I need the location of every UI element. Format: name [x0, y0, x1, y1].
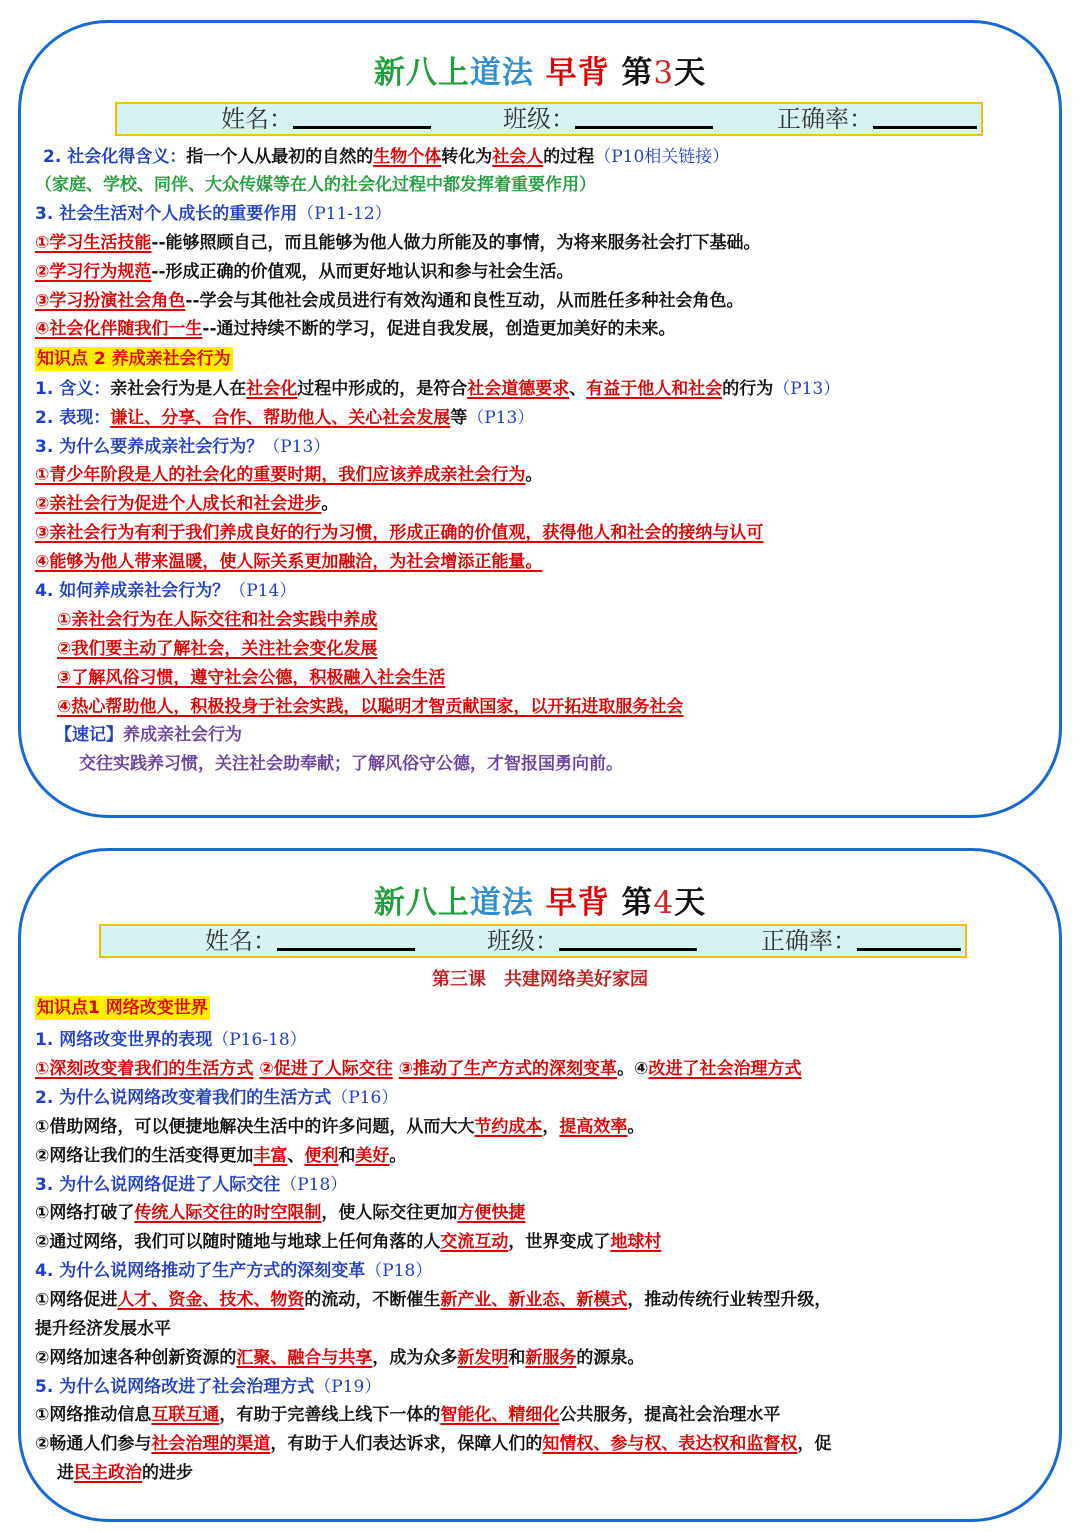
text-span: ，	[542, 1117, 560, 1137]
content-line	[35, 261, 1053, 283]
name-blank[interactable]	[293, 104, 431, 129]
text-span: ③推动了生产方式的深刻变革	[398, 1059, 618, 1079]
text-span: 有益于他人和社会	[586, 379, 723, 399]
text-span: ①网络促进	[35, 1290, 118, 1310]
text-span: 新发明	[457, 1348, 509, 1368]
name-field[interactable]	[221, 104, 431, 134]
text-span: 地球村	[610, 1232, 662, 1252]
text-span: 4	[653, 885, 675, 921]
day3-card	[18, 20, 1062, 818]
text-span: ，推动传统行业转型升级，	[627, 1290, 832, 1310]
text-span: 1. 含义：	[35, 379, 111, 399]
content-line	[35, 580, 1053, 602]
text-span: 4. 为什么说网络推动了生产方式的深刻变革	[35, 1261, 366, 1281]
rate-field[interactable]	[777, 104, 977, 134]
text-span: 便利	[304, 1146, 339, 1166]
text-span: ，有助于完善线上线下一体的	[219, 1405, 441, 1425]
content-line	[35, 1231, 1053, 1253]
text-span: 和	[338, 1146, 356, 1166]
text-span: 节约成本	[474, 1117, 543, 1137]
content-line	[57, 696, 1053, 718]
text-span: 汇聚、融合与共享	[236, 1348, 373, 1368]
text-span: 传统人际交往的时空限制	[134, 1203, 322, 1223]
text-span: 3	[653, 55, 675, 91]
text-span: 知识点 2 养成亲社会行为	[37, 349, 231, 369]
text-span: ④能够为他人带来温暖，使人际关系更加融洽，为社会增添正能量。	[35, 552, 543, 572]
text-span: 4. 如何养成亲社会行为？	[35, 581, 230, 601]
text-span: 【速记】	[55, 725, 123, 745]
text-span: ，促	[797, 1434, 832, 1454]
text-span: ②我们要主动了解社会，关注社会变化发展	[57, 639, 378, 659]
text-span: 人才、资金、技术、物资	[117, 1290, 305, 1310]
text-span: （P16-18）	[212, 1030, 307, 1050]
text-span: （P16）	[331, 1088, 399, 1108]
section-heading	[35, 348, 1053, 370]
text-span: ④热心帮助他人，积极投身于社会实践，以聪明才智贡献国家，以开拓进取服务社会	[57, 697, 684, 717]
content-line	[57, 1462, 1053, 1484]
text-span: 姓名：	[205, 929, 277, 955]
text-span: 进	[57, 1463, 74, 1483]
name-blank[interactable]	[277, 926, 415, 951]
text-span: 班级：	[503, 107, 575, 133]
text-span: （P10相关链接）	[594, 147, 730, 167]
content-line	[35, 1145, 1053, 1167]
text-span: ①网络推动信息	[35, 1405, 152, 1425]
content-line	[57, 638, 1053, 660]
content-line	[35, 378, 1053, 400]
text-span: 社会治理的渠道	[151, 1434, 271, 1454]
text-span: 社会人	[492, 147, 544, 167]
text-span: --能够照顾自己，而且能够为他人做力所能及的事情，为将来服务社会打下基础。	[151, 233, 761, 253]
text-span: 道法	[469, 55, 534, 91]
rate-field[interactable]	[761, 926, 961, 956]
class-field[interactable]	[487, 926, 697, 956]
text-span: 提高效率	[559, 1117, 628, 1137]
text-span: ，世界变成了	[508, 1232, 611, 1252]
text-span: 3. 为什么说网络促进了人际交往	[35, 1175, 281, 1195]
text-span: 早背	[545, 885, 610, 921]
content-line	[35, 203, 1053, 225]
text-span: 。④	[617, 1059, 649, 1079]
text-span: 3. 社会生活对个人成长的重要作用	[35, 204, 298, 224]
text-span: 公共服务，提高社会治理水平	[559, 1405, 781, 1425]
text-span: ①亲社会行为在人际交往和社会实践中养成	[57, 610, 378, 630]
text-span: 新八上	[373, 885, 470, 921]
text-span: ，有助于人们表达诉求，保障人们的	[270, 1434, 543, 1454]
content-line	[35, 493, 1053, 515]
text-span: 2. 为什么说网络改变着我们的生活方式	[35, 1088, 332, 1108]
text-span: ②网络让我们的生活变得更加	[35, 1146, 254, 1166]
text-span: 天	[674, 885, 707, 921]
text-span: 改进了社会治理方式	[648, 1059, 802, 1079]
content-line	[35, 1433, 1053, 1455]
text-span: 、	[287, 1146, 305, 1166]
quick-memo-text	[79, 753, 1053, 775]
text-span: 新八上	[373, 55, 470, 91]
text-span: 美好	[355, 1146, 390, 1166]
text-span: 过程中形成的，是符合	[297, 379, 468, 399]
text-span: 知识点1 网络改变世界	[37, 998, 208, 1018]
text-span: 交流互动	[440, 1232, 509, 1252]
content-line	[35, 1318, 1053, 1340]
text-span: ，成为众多	[372, 1348, 458, 1368]
text-span: （P18）	[280, 1175, 348, 1195]
text-span: ①网络打破了	[35, 1203, 135, 1223]
day4-title	[21, 877, 1059, 922]
content-line	[35, 174, 1053, 196]
text-span: 等	[450, 408, 468, 428]
text-span: 。	[525, 465, 543, 485]
text-span: 新服务	[525, 1348, 577, 1368]
lesson-subtitle: 第三课 共建网络美好家园	[432, 969, 648, 990]
name-field[interactable]	[205, 926, 415, 956]
text-span: 的源泉。	[576, 1348, 645, 1368]
text-span: ，使人际交往更加	[321, 1203, 458, 1223]
text-span: （P13）	[263, 437, 331, 457]
text-span: 社会道德要求	[467, 379, 570, 399]
text-span: 第	[621, 55, 654, 91]
content-line	[57, 667, 1053, 689]
text-span: （P13）	[467, 408, 535, 428]
content-line	[35, 522, 1053, 544]
text-span: 1. 网络改变世界的表现	[35, 1030, 213, 1050]
text-span: 。	[389, 1146, 407, 1166]
text-span: 早背	[545, 55, 610, 91]
text-span: 丰富	[253, 1146, 288, 1166]
text-span: 3. 为什么要养成亲社会行为？	[35, 437, 264, 457]
text-span: （P13）	[773, 379, 841, 399]
text-span: 班级：	[487, 929, 559, 955]
content-line	[35, 1058, 1053, 1080]
text-span: （P19）	[314, 1377, 382, 1397]
text-span: ①借助网络，可以便捷地解决生活中的许多问题，从而大大	[35, 1117, 475, 1137]
text-span: 天	[674, 55, 707, 91]
text-span: （P11-12）	[297, 204, 392, 224]
content-line	[35, 551, 1053, 573]
content-line	[35, 1174, 1053, 1196]
text-span: 2. 社会化得含义：	[43, 147, 187, 167]
text-span: 知情权、参与权、表达权和监督权	[542, 1434, 798, 1454]
text-span: --通过持续不断的学习，促进自我发展，创造更加美好的未来。	[202, 319, 676, 339]
text-span: ①青少年阶段是人的社会化的重要时期，我们应该养成亲社会行为	[35, 465, 526, 485]
text-span: 民主政治	[74, 1463, 142, 1483]
text-span: 、	[569, 379, 587, 399]
class-blank[interactable]	[559, 926, 697, 951]
content-line	[35, 1202, 1053, 1224]
text-span: ③亲社会行为有利于我们养成良好的行为习惯，形成正确的价值观，获得他人和社会的接纳与认可	[35, 523, 764, 543]
content-line	[35, 407, 1053, 429]
text-span: --学会与其他社会成员进行有效沟通和良性互动，从而胜任多种社会角色。	[185, 291, 744, 311]
day3-info-bar	[115, 102, 983, 136]
text-span: 道法	[469, 885, 534, 921]
text-span: ②学习行为规范	[35, 262, 152, 282]
text-span: 指一个人从最初的自然的	[186, 147, 374, 167]
day4-info-bar	[99, 924, 967, 958]
content-line	[35, 1260, 1053, 1282]
class-field[interactable]	[503, 104, 713, 134]
text-span: 正确率：	[761, 929, 857, 955]
content-line	[43, 146, 1053, 168]
text-span: （P18）	[365, 1261, 433, 1281]
content-line	[35, 318, 1053, 340]
day3-title	[21, 47, 1059, 92]
text-span: （P14）	[229, 581, 297, 601]
text-span: --形成正确的价值观，从而更好地认识和参与社会生活。	[151, 262, 574, 282]
text-span: 新产业、新业态、新模式	[440, 1290, 628, 1310]
text-span: 和	[508, 1348, 526, 1368]
content-line	[35, 1116, 1053, 1138]
text-span: ③了解风俗习惯，遵守社会公德，积极融入社会生活	[57, 668, 446, 688]
text-span: 的过程	[543, 147, 595, 167]
text-span: 5. 为什么说网络改进了社会治理方式	[35, 1377, 315, 1397]
text-span: ②亲社会行为促进个人成长和社会进步	[35, 494, 322, 514]
text-span: ②网络加速各种创新资源的	[35, 1348, 237, 1368]
content-line	[35, 290, 1053, 312]
text-span: 第	[621, 885, 654, 921]
text-span: 互联互通	[151, 1405, 220, 1425]
text-span: 的流动，不断催生	[304, 1290, 441, 1310]
text-span: （家庭、学校、同伴、大众传媒等在人的社会化过程中都发挥着重要作用）	[35, 175, 596, 195]
content-line	[35, 1029, 1053, 1051]
text-span: ②通过网络，我们可以随时随地与地球上任何角落的人	[35, 1232, 441, 1252]
rate-blank[interactable]	[873, 104, 977, 129]
text-span: 。	[627, 1117, 645, 1137]
content-line	[35, 436, 1053, 458]
text-span: ④社会化伴随我们一生	[35, 319, 203, 339]
content-line	[35, 1289, 1053, 1311]
content-line	[35, 1376, 1053, 1398]
text-span: 姓名：	[221, 107, 293, 133]
text-span: ③学习扮演社会角色	[35, 291, 186, 311]
text-span: 提升经济发展水平	[35, 1319, 171, 1339]
section-heading	[35, 997, 1053, 1019]
text-span: 社会化	[246, 379, 298, 399]
class-blank[interactable]	[575, 104, 713, 129]
text-span: 谦让、分享、合作、帮助他人、关心社会发展	[110, 408, 451, 428]
text-span: 2. 表现：	[35, 408, 111, 428]
text-span: 方便快捷	[457, 1203, 526, 1223]
text-span: 的进步	[142, 1463, 193, 1483]
text-span: 养成亲社会行为	[123, 725, 242, 745]
text-span: 转化为	[441, 147, 493, 167]
content-line	[35, 464, 1053, 486]
text-span: ②畅通人们参与	[35, 1434, 152, 1454]
text-span: 的行为	[722, 379, 774, 399]
text-span: 亲社会行为是人在	[110, 379, 247, 399]
content-line	[35, 1347, 1053, 1369]
text-span: 交往实践养习惯，关注社会助奉献；了解风俗守公德，才智报国勇向前。	[79, 754, 623, 774]
text-span: 。	[321, 494, 339, 514]
text-span: ①学习生活技能	[35, 233, 152, 253]
rate-blank[interactable]	[857, 926, 961, 951]
content-line	[35, 1087, 1053, 1109]
day4-card	[18, 848, 1062, 1522]
text-span: ②促进了人际交往	[259, 1059, 393, 1079]
content-line	[35, 1404, 1053, 1426]
quick-memo-heading	[55, 724, 1053, 746]
text-span: 正确率：	[777, 107, 873, 133]
content-line	[57, 609, 1053, 631]
content-line	[35, 232, 1053, 254]
text-span: ①深刻改变着我们的生活方式	[35, 1059, 254, 1079]
text-span: 生物个体	[373, 147, 442, 167]
text-span: 智能化、精细化	[440, 1405, 560, 1425]
